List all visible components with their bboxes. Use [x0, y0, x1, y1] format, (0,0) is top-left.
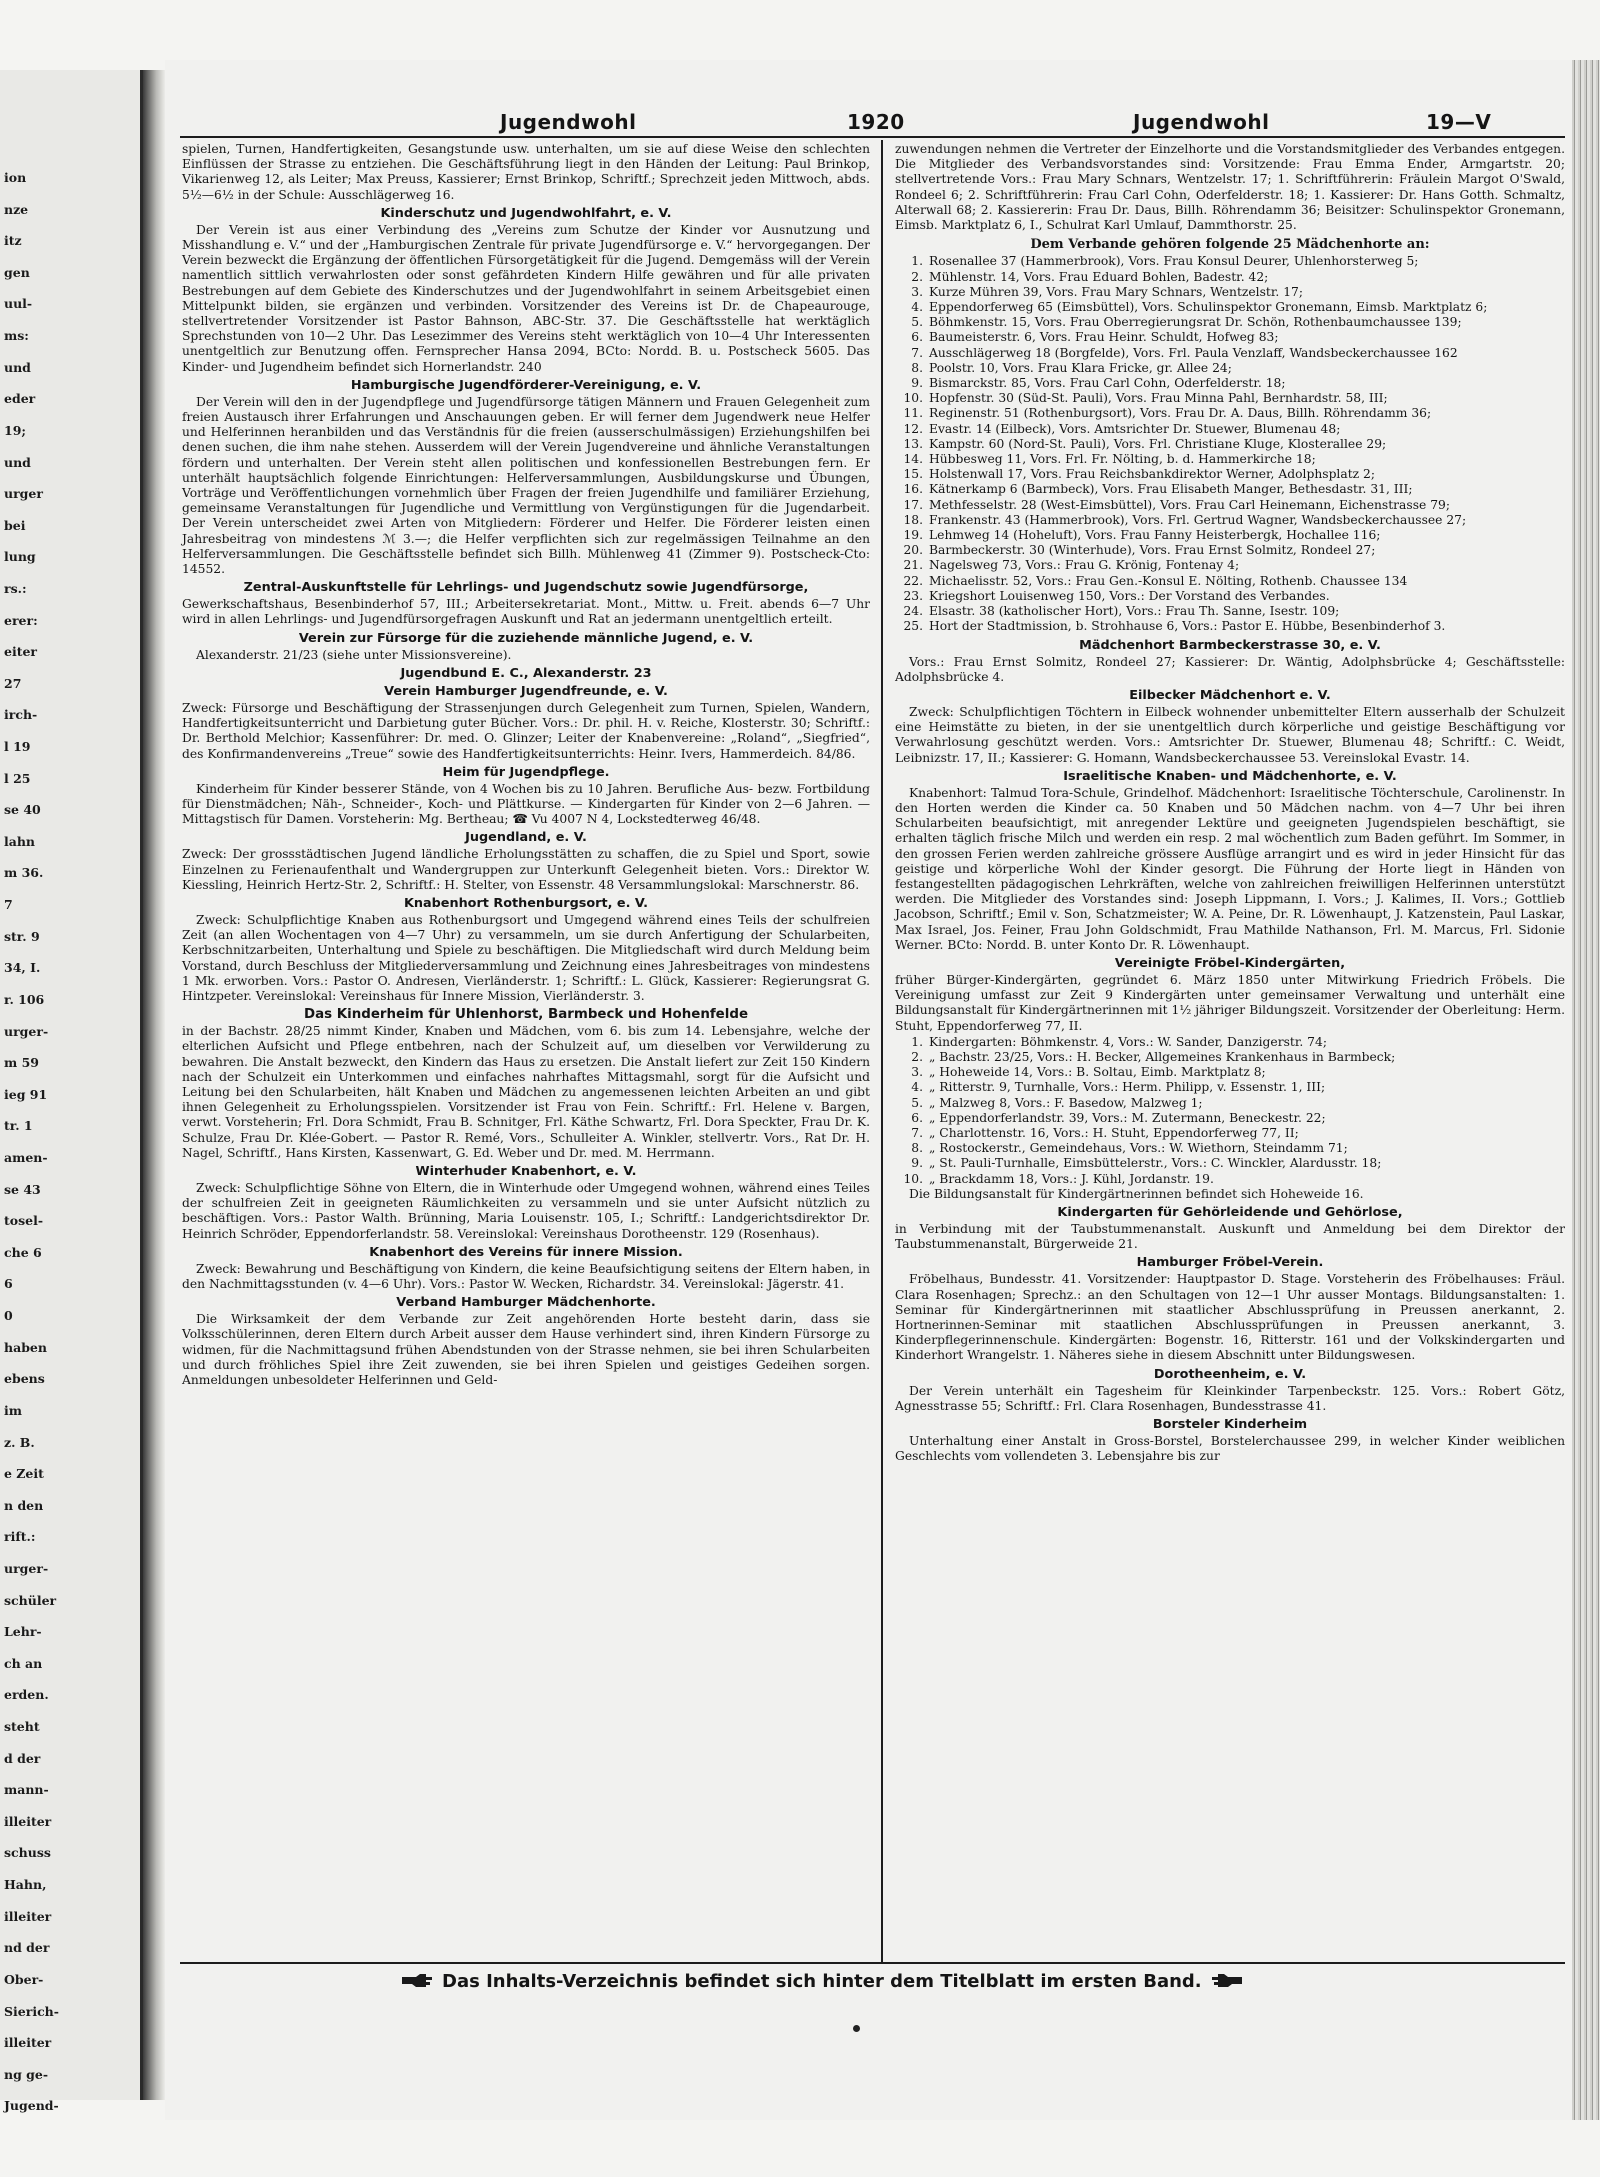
kindergarten-list-item	[895, 1126, 1565, 1141]
facing-page-fragment: ieg 91	[4, 1086, 48, 1102]
section-title: Dorotheenheim, e. V.	[1153, 1366, 1307, 1382]
left-intro: spielen, Turnen, Handfertigkeiten, Gesangstunde usw. unterhalten, um sie auf diese Weise den schlechten Einflüssen der Strasse zu entziehen. Die Geschäftsführung liegt in den Händen der Leitung: Paul Brinkop, Vikarienweg 12, als Leiter; Max Preuss, Kassierer; Ernst Brinkop, Schriftf.; Sprechzeit jeden Mittwoch, abds. 5½—6½ in der Schule: Ausschlägerweg 16.	[182, 142, 870, 202]
facing-page-fragment: r. 106	[4, 991, 45, 1007]
facing-page-fragment: ebens	[4, 1371, 45, 1387]
list-text: „ Bachstr. 23/25, Vors.: H. Becker, Allgemeines Krankenhaus in Barmbeck;	[929, 1049, 1396, 1064]
list-text: „ Rostockerstr., Gemeindehaus, Vors.: W. Wiethorn, Steindamm 71;	[929, 1141, 1348, 1156]
section-text: in der Bachstr. 28/25 nimmt Kinder, Knaben und Mädchen, vom 6. bis zum 14. Lebensjahre, welche der elterlichen Aufsicht und Pflege entbehren, nach der Schulzeit auf, um dieselben vor Verwilderung zu bewahren. Die Anstalt bezweckt, den Kindern das Haus zu ersetzen. Die Anstalt liefert zur Zeit 150 Kindern nach der Schulzeit ein Unterkommen und einfaches nahrhaftes Mittagsmahl, sorgt für die Aufsicht und Leitung bei den Schularbeiten, hält Knaben und Mädchen zu angemessenen leichten Arbeiten an und gibt ihnen Gelegenheit zu Erholungsspielen. Vorsitzender ist Frau von Fein. Schriftf.: Frl. Helene v. Bargen, verwt. Vorsteherin; Frl. Dora Schmidt, Frau B. Schnitger, Frl. Käthe Schwartz, Frl. Dora Speckter, Frau Dr. K. Schulze, Frau Dr. Klée-Gobert. — Pastor R. Remé, Vors., Schulleiter A. Winkler, stellvertr. Vors., Rat Dr. H. Nagel, Schriftf., Hans Kirsten, Kassenwart, G. Ed. Weber und Dr. med. M. Herrmann.	[182, 1024, 870, 1160]
footer-notice	[400, 1968, 1400, 1994]
facing-page-fragment: uul-	[4, 296, 33, 312]
section-text: Der Verein unterhält ein Tagesheim für Kleinkinder Tarpenbeckstr. 125. Vors.: Robert Götz, Agnesstrasse 55; Schriftf.: Frl. Clara Rosenhagen, Bundesstrasse 41.	[895, 1383, 1565, 1413]
facing-page-fragment: ch an	[4, 1655, 43, 1671]
facing-page-fragment: n den	[4, 1497, 44, 1513]
section-title: Jugendland, e. V.	[465, 830, 587, 846]
list-heading: Dem Verbande gehören folgende 25 Mädchenhorte an:	[1030, 237, 1430, 253]
facing-page-fragment: se 40	[4, 802, 41, 818]
section-title: Jugendbund E. C., Alexanderstr. 23	[400, 665, 652, 681]
facing-page-fragment: 19;	[4, 422, 27, 438]
list-number: 8.	[911, 1141, 923, 1156]
section-title: Hamburgische Jugendförderer-Vereinigung, e. V.	[350, 377, 702, 393]
section-title: Verein Hamburger Jugendfreunde, e. V.	[384, 683, 668, 699]
list-number: 9.	[911, 1156, 923, 1171]
section-title: Kinderschutz und Jugendwohlfahrt, e. V.	[380, 205, 672, 221]
facing-page-fragment: urger-	[4, 1560, 49, 1576]
kindergarten-list-item	[895, 1035, 1565, 1050]
section-title: Knabenhort Rothenburgsort, e. V.	[403, 895, 649, 911]
pointing-hand-right-icon	[400, 1973, 434, 1989]
list-number: 23.	[903, 588, 923, 603]
list-text: Rosenallee 37 (Hammerbrook), Vors. Frau Konsul Deurer, Uhlenhorsterweg 5;	[929, 254, 1419, 269]
section-title: Kindergarten für Gehörleidende und Gehörlose,	[1057, 1205, 1403, 1220]
kindergarten-list-item	[895, 1172, 1565, 1187]
list-text: Reginenstr. 51 (Rothenburgsort), Vors. Frau Dr. A. Daus, Billh. Röhrendamm 36;	[929, 406, 1432, 421]
facing-page-fragment: se 43	[4, 1181, 41, 1197]
kindergarten-list-item	[895, 1111, 1565, 1126]
list-number: 5.	[911, 315, 923, 330]
kindergarten-list-item	[895, 1050, 1565, 1065]
list-number: 6.	[911, 1110, 923, 1125]
hort-list-item	[895, 437, 1565, 452]
facing-page-fragment: ng ge-	[4, 2066, 49, 2082]
facing-page-fragment: mann-	[4, 1782, 49, 1798]
hort-list-item	[895, 558, 1565, 573]
facing-page-fragment: lahn	[4, 833, 36, 849]
facing-page-fragment: eiter	[4, 644, 38, 660]
facing-page-fragment: Sierich-	[4, 2003, 59, 2019]
facing-page-fragment: 27	[4, 675, 22, 691]
facing-page-fragment: lung	[4, 549, 36, 565]
facing-page-fragment: rs.:	[4, 580, 27, 596]
facing-page-fragment: str. 9	[4, 928, 40, 944]
section-text: Zweck: Schulpflichtigen Töchtern in Eilbeck wohnender unbemittelter Eltern ausserhalb der Schulzeit eine Heimstätte zu bieten, in der sie unentgeltlich durch körperliche und geistige Beschäftigung vor Verwahrlosung geschützt werden. Vors.: Amtsrichter Dr. Stuewer, Blumenau 48; Schriftf.: C. Weidt, Leibnizstr. 17, II.; Kassierer: G. Homann, Wandsbeckerchaussee 53. Vereinslokal Evastr. 14.	[895, 704, 1565, 765]
facing-page-fragment: illeiter	[4, 1813, 52, 1829]
facing-page-fragment: haben	[4, 1339, 47, 1355]
kindergarten-list-item	[895, 1156, 1565, 1171]
section-text: Zweck: Bewahrung und Beschäftigung von Kindern, die keine Beaufsichtigung seitens der Eltern haben, in den Nachmittagsstunden (v. 4—6 Uhr). Vors.: Pastor W. Wecken, Richardstr. 34. Vereinslokal: Jägerstr. 41.	[182, 1261, 870, 1291]
facing-page-fragment: steht	[4, 1719, 40, 1735]
section-text: Unterhaltung einer Anstalt in Gross-Borstel, Borstelerchaussee 299, in welcher Kinder weiblichen Geschlechts vom vollendeten 3. Lebensjahre bis zur	[895, 1434, 1565, 1464]
section-text: Vors.: Frau Ernst Solmitz, Rondeel 27; Kassierer: Dr. Wäntig, Adolphsbrücke 4; Geschäftsstelle: Adolphsbrücke 4.	[895, 654, 1565, 684]
hort-list-item	[895, 361, 1565, 376]
kindergarten-list-item	[895, 1065, 1565, 1080]
list-text: „ Ritterstr. 9, Turnhalle, Vors.: Herm. Philipp, v. Essenstr. 1, III;	[929, 1080, 1326, 1095]
list-number: 11.	[903, 406, 923, 421]
facing-page-fragment: che 6	[4, 1244, 42, 1260]
footer-text: Das Inhalts-Verzeichnis befindet sich hinter dem Titelblatt im ersten Band.	[442, 1970, 1202, 1992]
list-text: Kindergarten: Böhmkenstr. 4, Vors.: W. Sander, Danzigerstr. 74;	[929, 1034, 1327, 1049]
list-number: 12.	[903, 421, 923, 436]
section-text: früher Bürger-Kindergärten, gegründet 6. März 1850 unter Mitwirkung Friedrich Fröbels. Die Vereinigung umfasst zur Zeit 9 Kindergärten unter gemeinsamer Verwaltung und unterhält eine Bildungsanstalt für Kindergärtnerinnen mit 1½ jähriger Bildungszeit. Vorsitzender der Oberleitung: Herm. Stuht, Eppendorferweg 77, II.	[895, 972, 1565, 1033]
hort-list-item	[895, 285, 1565, 300]
footer-rule	[180, 1962, 1565, 1964]
list-text: Methfesselstr. 28 (West-Eimsbüttel), Vors. Frau Carl Heinemann, Eichenstrasse 79;	[929, 497, 1450, 512]
list-number: 7.	[911, 345, 923, 360]
book-gutter	[143, 70, 165, 2100]
section-text: Kinderheim für Kinder besserer Stände, von 4 Wochen bis zu 10 Jahren. Berufliche Aus- bezw. Fortbildung für Dienstmädchen; Näh-, Schneider-, Koch- und Plättkurse. — Kindergarten für Kinder von 2—6 Jahren. — Mittagstisch für Damen. Vorsteherin: Mg. Bertheau; ☎ Vu 4007 N 4, Lockstedterweg 46/48.	[182, 781, 870, 827]
list-number: 2.	[911, 1049, 923, 1064]
list-text: Ausschlägerweg 18 (Borgfelde), Vors. Frl. Paula Venzlaff, Wandsbeckerchaussee 162	[929, 345, 1458, 360]
list-text: Kriegshort Louisenweg 150, Vors.: Der Vorstand des Verbandes.	[929, 588, 1330, 603]
facing-page-fragment: 0	[4, 1308, 13, 1324]
list-text: Evastr. 14 (Eilbeck), Vors. Amtsrichter Dr. Stuewer, Blumenau 48;	[929, 421, 1341, 436]
facing-page-fragment: m 36.	[4, 865, 44, 881]
hort-list-item	[895, 482, 1565, 497]
list-number: 21.	[903, 558, 923, 573]
list-number: 5.	[911, 1095, 923, 1110]
hort-list-item	[895, 604, 1565, 619]
list-number: 8.	[911, 360, 923, 375]
section-title: Verband Hamburger Mädchenhorte.	[396, 1295, 656, 1311]
facing-page-fragment: Ober-	[4, 1971, 44, 1987]
list-number: 2.	[911, 269, 923, 284]
section-title: Verein zur Fürsorge für die zuziehende männliche Jugend, e. V.	[298, 630, 754, 646]
hort-list-item	[895, 300, 1565, 315]
section-title: Heim für Jugendpflege.	[442, 764, 610, 780]
section-text: Zweck: Schulpflichtige Knaben aus Rothenburgsort und Umgegend während eines Teils der schulfreien Zeit (an allen Wochentagen von 4—7 Uhr) zu versammeln, um sie durch Anfertigung der Schularbeiten, Kerbschnitzarbeiten, Unterhaltung und Spiele zu beschäftigen. Die Mitgliedschaft wird durch Meldung beim Vorstand, durch Beschluss der Mitgliederversammlung und Zeichnung eines Jahresbeitrages von mindestens 1 Mk. erworben. Vors.: Pastor O. Andresen, Vierländerstr. 1; Schriftf.: L. Glück, Kassierer: Regierungsrat G. Hintzpeter. Vereinslokal: Vereinshaus für Innere Mission, Vierländerstr. 3.	[182, 912, 870, 1003]
list-number: 25.	[903, 619, 923, 634]
facing-page-fragment: ms:	[4, 328, 29, 344]
header-right-title: Jugendwohl	[1133, 110, 1270, 134]
list-text: Kurze Mühren 39, Vors. Frau Mary Schnars, Wentzelstr. 17;	[929, 284, 1303, 299]
section-text: Der Verein ist aus einer Verbindung des „Vereins zum Schutze der Kinder vor Ausnutzung und Misshandlung e. V.“ und der „Hamburgischen Zentrale für private Jugendfürsorge e. V.“ hervorgegangen. Der Verein bezweckt die Ergänzung der öffentlichen Fürsorgetätigkeit für die Jugend. Demgemäss will der Verein namentlich sittlich verwahrlosten oder sonst gefährdeten Kindern Hilfe gewähren und für alle privaten Bestrebungen auf dem Gebiete des Kinderschutzes und der Jugendwohlfahrt in seinem Arbeitsgebiet einen Mittelpunkt bilden, sie ergänzen und verbinden. Vorsitzender des Vereins ist Dr. de Chapeaurouge, stellvertretender Vorsitzender ist Pastor Bahnson, ABC-Str. 37. Die Geschäftsstelle hat werktäglich Sprechstunden von 10—2 Uhr. Das Lesezimmer des Vereins steht werktäglich von 10—4 Uhr Interessenten unentgeltlich zur Benutzung offen. Fernsprecher Hansa 2094, BCto: Nordd. B. u. Postscheck 5605. Das Kinder- und Jugendheim befindet sich Hornerlandstr. 240	[182, 222, 870, 374]
facing-page-fragment: 6	[4, 1276, 13, 1292]
facing-page-fragment: urger-	[4, 1023, 49, 1039]
maedchenhorte-list	[895, 254, 1565, 634]
left-column	[182, 142, 870, 1962]
list-number: 7.	[911, 1125, 923, 1140]
facing-page-fragment: Jugend-	[4, 2098, 59, 2114]
hort-list-item	[895, 315, 1565, 330]
header-left-title: Jugendwohl	[500, 110, 637, 134]
hort-list-item	[895, 574, 1565, 589]
list-text: „ St. Pauli-Turnhalle, Eimsbüttelerstr., Vors.: C. Winckler, Alardusstr. 18;	[929, 1156, 1382, 1171]
facing-page-fragment: l 19	[4, 739, 31, 755]
facing-page-fragment: erden.	[4, 1687, 49, 1703]
pointing-hand-left-icon	[1210, 1973, 1244, 1989]
hort-list-item	[895, 452, 1565, 467]
facing-page-edge	[0, 70, 143, 2114]
hort-list-item	[895, 513, 1565, 528]
list-number: 15.	[903, 467, 923, 482]
list-text: „ Eppendorferlandstr. 39, Vors.: M. Zutermann, Beneckestr. 22;	[929, 1110, 1326, 1125]
section-text: Zweck: Schulpflichtige Söhne von Eltern, die in Winterhude oder Umgegend wohnen, während eines Teiles der schulfreien Zeit in geeigneten Räumlichkeiten zu versammeln und sie unter Aufsicht nützlich zu beschäftigen. Vors.: Pastor Walth. Brünning, Maria Louisenstr. 105, I.; Schriftf.: Landgerichtsdirektor Dr. Heinrich Schröder, Eppendorferlandstr. 58. Vereinslokal: Vereinshaus Dorotheenstr. 129 (Rosenhaus).	[182, 1180, 870, 1241]
column-divider	[881, 140, 883, 1962]
list-text: Hort der Stadtmission, b. Strohhause 6, Vors.: Pastor E. Hübbe, Besenbinderhof 3.	[929, 619, 1446, 634]
list-text: „ Charlottenstr. 16, Vors.: H. Stuht, Eppendorferweg 77, II;	[929, 1125, 1299, 1140]
facing-page-fragment: ion	[4, 170, 27, 185]
list-number: 3.	[911, 1065, 923, 1080]
section-title: Israelitische Knaben- und Mädchenhorte, e. V.	[1063, 768, 1397, 784]
facing-page-fragment: nd der	[4, 1940, 50, 1956]
header-page-mark: 19—V	[1426, 110, 1492, 134]
facing-page-fragment: irch-	[4, 707, 38, 723]
list-number: 6.	[911, 330, 923, 345]
facing-page-fragment: rift.:	[4, 1529, 36, 1545]
list-text: Nagelsweg 73, Vors.: Frau G. Krönig, Fontenay 4;	[929, 558, 1240, 573]
list-text: Hopfenstr. 30 (Süd-St. Pauli), Vors. Frau Minna Pahl, Bernhardstr. 58, III;	[929, 391, 1388, 406]
section-text: Knabenhort: Talmud Tora-Schule, Grindelhof. Mädchenhort: Israelitische Töchterschule, Carolinenstr. In den Horten werden die Kinder ca. 50 Knaben und 50 Mädchen nachm. von 4—7 Uhr bei ihren Schularbeiten beaufsichtigt, mit anregender Lektüre und geeigneten Jugendspielen beschäftigt, sie erhalten täglich frische Milch und werden ein resp. 2 mal wöchentlich zum Baden geführt. Im Sommer, in den grossen Ferien werden zahlreiche grössere Ausflüge arrangirt und es wird in jeder Hinsicht für das geistige und körperliche Wohl der Kinder gesorgt. Die Führung der Horte liegt in Händen von festangestellten pädagogischen Lehrkräften, welche von zahlreichen freiwilligen Helferinnen unterstützt werden. Die Mitglieder des Vorstandes sind: Joseph Lippmann, I. Vors.; J. Kalimes, II. Vors.; Gottlieb Jacobson, Schriftf.; Emil v. Son, Schatzmeister; W. A. Peine, Dr. R. Löwenhaupt, J. Katzenstein, Paul Laskar, Max Israel, Jos. Feiner, Frau John Goldschmidt, Frau Mathilde Nathanson, Frl. M. Marcus, Frl. Sidonie Werner. BCto: Nordd. B. unter Konto Dr. R. Löwenhaupt.	[895, 785, 1565, 952]
section-title: Hamburger Fröbel-Verein.	[1136, 1255, 1324, 1271]
hort-list-item	[895, 346, 1565, 361]
facing-page-fragment: erer:	[4, 612, 38, 628]
list-text: Holstenwall 17, Vors. Frau Reichsbankdirektor Werner, Adolphsplatz 2;	[929, 467, 1375, 482]
facing-page-fragment: d der	[4, 1750, 41, 1766]
list-number: 16.	[903, 482, 923, 497]
facing-page-fragment: itz	[4, 233, 22, 249]
list-number: 20.	[903, 543, 923, 558]
section-title: Vereinigte Fröbel-Kindergärten,	[1114, 955, 1346, 971]
facing-page-fragment: gen	[4, 264, 30, 280]
section-text: Die Wirksamkeit der dem Verbande zur Zeit angehörenden Horte besteht darin, dass sie Volksschülerinnen, deren Eltern durch Arbeit ausser dem Hause verhindert sind, ihren Kindern Fürsorge zu widmen, für die Nachmittagsund frühen Abendstunden von der Strasse nehmen, sie bei ihren Schularbeiten und durch fröhliches Spiel ihre Zeit zuwenden, sie bei ihren Spielen und geistiges Gedeihen sorgen. Anmeldungen unbesoldeter Helferinnen und Geld-	[182, 1312, 870, 1387]
kindergarten-list	[895, 1035, 1565, 1187]
hort-list-item	[895, 467, 1565, 482]
list-text: Bismarckstr. 85, Vors. Frau Carl Cohn, Oderfelderstr. 18;	[929, 376, 1286, 391]
right-intro: zuwendungen nehmen die Vertreter der Einzelhorte und die Vorstandsmitglieder des Verbandes entgegen. Die Mitglieder des Verbandsvorstandes sind: Vorsitzende: Frau Emma Ender, Armgartstr. 20; stellvertretende Vors.: Frau Mary Schnars, Wentzelstr. 17; 1. Schriftführerin: Fräulein Margot O'Swald, Rondeel 6; 2. Schriftführerin: Frau Carl Cohn, Oderfelderstr. 18; 1. Kassierer: Dr. Hans Gotth. Schmaltz, Alterwall 68; 2. Kassiererin: Frau Dr. Daus, Billh. Röhrendamm 36; Beisitzer: Schulinspektor Gronemann, Eimsb. Marktplatz 6, I., Schulrat Karl Umlauf, Dammthorstr. 25.	[895, 142, 1565, 233]
facing-page-fragment: urger	[4, 486, 43, 502]
facing-page-fragment: Hahn,	[4, 1877, 47, 1893]
list-text: „ Hoheweide 14, Vors.: B. Soltau, Eimb. Marktplatz 8;	[929, 1065, 1266, 1080]
section-text: Der Verein will den in der Jugendpflege und Jugendfürsorge tätigen Männern und Frauen Gelegenheit zum freien Austausch ihrer Erfahrungen und Anschauungen geben. Er will ferner dem Jugendwerk neue Helfer und Helferinnen heranbilden und das Verständnis für die freien (ausserschulmässigen) Erziehungshilfen bei denen suchen, die ihm nahe stehen. Ausserdem will der Verein Jugendvereine und ähnliche Veranstaltungen fördern und unterhalten. Der Verein steht allen politischen und konfessionellen Bestrebungen fern. Er unterhält hauptsächlich folgende Einrichtungen: Helferversammlungen, Ausbildungskurse und Übungen, Vorträge und Veröffentlichungen vornehmlich über Fragen der freien Jugendhilfe und familiärer Erziehung, gemeinsame Veranstaltungen für Jugendliche und Vermittlung von Vergünstigungen für die Jugendarbeit. Der Verein unterscheidet zwei Arten von Mitgliedern: Förderer und Helfer. Die Förderer leisten einen Jahresbeitrag von mindestens ℳ 3.—; die Helfer verpflichten sich zur regelmässigen Teilnahme an den Helferversammlungen. Die Geschäftsstelle befindet sich Billh. Mühlenweg 41 (Zimmer 9). Postscheck-Cto: 14552.	[182, 394, 870, 577]
list-number: 10.	[903, 1171, 923, 1186]
facing-page-fragment: illeiter	[4, 1908, 52, 1924]
facing-page-fragment: und	[4, 454, 31, 470]
section-title: Zentral-Auskunftstelle für Lehrlings- und Jugendschutz sowie Jugendfürsorge,	[243, 580, 809, 596]
section-title: Winterhuder Knabenhort, e. V.	[415, 1163, 637, 1179]
section-text: Fröbelhaus, Bundesstr. 41. Vorsitzender: Hauptpastor D. Stage. Vorsteherin des Fröbelhauses: Fräul. Clara Rosenhagen; Sprechz.: an den Schultagen von 12—1 Uhr ausser Montags. Bildungsanstalten: 1. Seminar für Kindergärtnerinnen mit staatlicher Abschlussprüfung in Preussen anerkannt, 2. Hortnerinnen-Seminar mit staatlichen Abschlussprüfungen in Preussen anerkannt, 3. Kinderpflegerinnenschule. Kindergärten: Bogenstr. 16, Ritterstr. 161 und der Volkskindergarten und Kinderhort Wrangelstr. 1. Näheres siehe in diesem Abschnitt unter Bildungswesen.	[895, 1272, 1565, 1363]
facing-page-fragment: e Zeit	[4, 1466, 44, 1482]
list-number: 4.	[911, 300, 923, 315]
facing-page-fragment: nze	[4, 201, 29, 217]
list-text: Barmbeckerstr. 30 (Winterhude), Vors. Frau Ernst Solmitz, Rondeel 27;	[929, 543, 1376, 558]
hort-list-item	[895, 270, 1565, 285]
facing-page-fragment: 34, I.	[4, 960, 41, 976]
list-number: 9.	[911, 376, 923, 391]
list-text: Baumeisterstr. 6, Vors. Frau Heinr. Schuldt, Hofweg 83;	[929, 330, 1279, 345]
section-title: Das Kinderheim für Uhlenhorst, Barmbeck und Hohenfelde	[303, 1007, 749, 1023]
list-number: 24.	[903, 604, 923, 619]
hort-list-item	[895, 422, 1565, 437]
facing-page-fragment: tosel-	[4, 1213, 44, 1229]
facing-page-fragment: eder	[4, 391, 36, 407]
ink-dot	[853, 2025, 860, 2032]
list-text: Eppendorferweg 65 (Eimsbüttel), Vors. Schulinspektor Gronemann, Eimsb. Marktplatz 6;	[929, 300, 1488, 315]
header-year: 1920	[847, 110, 905, 134]
list-text: Mühlenstr. 14, Vors. Frau Eduard Bohlen, Badestr. 42;	[929, 269, 1269, 284]
facing-page-fragment: tr. 1	[4, 1118, 33, 1134]
list-text: „ Brackdamm 18, Vors.: J. Kühl, Jordanstr. 19.	[929, 1171, 1214, 1186]
header-rule	[180, 136, 1565, 138]
facing-page-fragment: 7	[4, 897, 13, 913]
facing-page-fragment: und	[4, 359, 31, 375]
list-text: „ Malzweg 8, Vors.: F. Basedow, Malzweg 1;	[929, 1095, 1203, 1110]
hort-list-item	[895, 330, 1565, 345]
list-text: Frankenstr. 43 (Hammerbrook), Vors. Frl. Gertrud Wagner, Wandsbeckerchaussee 27;	[929, 512, 1467, 527]
list-text: Kätnerkamp 6 (Barmbeck), Vors. Frau Elisabeth Manger, Bethesdastr. 31, III;	[929, 482, 1413, 497]
hort-list-item	[895, 589, 1565, 604]
facing-page-fragment: Lehr-	[4, 1624, 42, 1640]
list-text: Hübbesweg 11, Vors. Frl. Fr. Nölting, b. d. Hammerkirche 18;	[929, 452, 1316, 467]
list-text: Michaelisstr. 52, Vors.: Frau Gen.-Konsul E. Nölting, Rothenb. Chaussee 134	[929, 573, 1408, 588]
section-text: Gewerkschaftshaus, Besenbinderhof 57, III.; Arbeitersekretariat. Mont., Mittw. u. Freit. abends 6—7 Uhr wird in allen Lehrlings- und Jugendfürsorgefragen Auskunft und Rat an jedermann unentgeltlich erteilt.	[182, 597, 870, 627]
hort-list-item	[895, 376, 1565, 391]
section-title: Borsteler Kinderheim	[1152, 1417, 1308, 1433]
list-text: Poolstr. 10, Vors. Frau Klara Fricke, gr. Allee 24;	[929, 360, 1232, 375]
list-number: 13.	[903, 436, 923, 451]
hort-list-item	[895, 498, 1565, 513]
hort-list-item	[895, 543, 1565, 558]
list-text: Kampstr. 60 (Nord-St. Pauli), Vors. Frl. Christiane Kluge, Klosterallee 29;	[929, 436, 1387, 451]
section-title: Eilbecker Mädchenhort e. V.	[1129, 687, 1331, 703]
list-number: 19.	[903, 528, 923, 543]
facing-page-fragment: m 59	[4, 1055, 39, 1071]
facing-page-fragment: schuss	[4, 1845, 51, 1861]
facing-page-fragment: im	[4, 1402, 22, 1418]
list-number: 18.	[903, 512, 923, 527]
list-number: 17.	[903, 497, 923, 512]
hort-list-item	[895, 391, 1565, 406]
hort-list-item	[895, 528, 1565, 543]
facing-page-fragment: bei	[4, 517, 26, 533]
section-text: Alexanderstr. 21/23 (siehe unter Missionsvereine).	[196, 647, 512, 662]
list-number: 4.	[911, 1080, 923, 1095]
page-stack-edge	[1572, 60, 1600, 2120]
list-number: 3.	[911, 284, 923, 299]
section-title: Knabenhort des Vereins für innere Mission.	[369, 1244, 683, 1260]
kindergarten-list-item	[895, 1141, 1565, 1156]
section-text: Zweck: Der grossstädtischen Jugend ländliche Erholungsstätten zu schaffen, die zu Spiel und Sport, sowie Einzelnen zu Ferienaufenthalt und Wandergruppen zur Unterkunft Gelegenheit bieten. Vors.: Direktor W. Kiessling, Heinrich Hertz-Str. 2, Schriftf.: H. Stelter, von Essenstr. 48 Versammlungslokal: Marschnerstr. 86.	[182, 847, 870, 892]
facing-page-fragment: schüler	[4, 1592, 57, 1608]
section-title: Mädchenhort Barmbeckerstrasse 30, e. V.	[1079, 637, 1381, 653]
section-text: in Verbindung mit der Taubstummenanstalt. Auskunft und Anmeldung bei dem Direktor der Taubstummenanstalt, Bürgerweide 21.	[895, 1222, 1565, 1252]
right-column	[895, 142, 1565, 1962]
list-text: Elsastr. 38 (katholischer Hort), Vors.: Frau Th. Sanne, Isestr. 109;	[929, 604, 1340, 619]
section-text: Die Bildungsanstalt für Kindergärtnerinnen befindet sich Hoheweide 16.	[909, 1186, 1364, 1201]
list-number: 1.	[911, 1034, 923, 1049]
facing-page-fragment: illeiter	[4, 2035, 52, 2051]
list-text: Böhmkenstr. 15, Vors. Frau Oberregierungsrat Dr. Schön, Rothenbaumchaussee 139;	[929, 315, 1462, 330]
section-text: Zweck: Fürsorge und Beschäftigung der Strassenjungen durch Gelegenheit zum Turnen, Spielen, Wandern, Handfertigkeitsunterricht und Darbietung guter Bücher. Vors.: Dr. phil. H. v. Reiche, Klosterstr. 30; Schriftf.: Dr. Berthold Melchior; Kassenführer: Dr. med. O. Glinzer; Leiter der Knabenvereine: „Roland“, „Siegfried“, des Konfirmandenvereins „Treue“ sowie des Handfertigkeitsunterrichts: Heinr. Ivers, Hammerdeich. 84/86.	[182, 700, 870, 761]
kindergarten-list-item	[895, 1096, 1565, 1111]
hort-list-item	[895, 254, 1565, 269]
list-number: 14.	[903, 452, 923, 467]
kindergarten-list-item	[895, 1080, 1565, 1095]
list-number: 22.	[903, 573, 923, 588]
list-text: Lehmweg 14 (Hoheluft), Vors. Frau Fanny Heisterbergk, Hochallee 116;	[929, 528, 1381, 543]
facing-page-fragment: amen-	[4, 1150, 48, 1165]
hort-list-item	[895, 406, 1565, 421]
facing-page-fragment: z. B.	[4, 1434, 35, 1450]
list-number: 1.	[911, 254, 923, 269]
list-number: 10.	[903, 391, 923, 406]
hort-list-item	[895, 619, 1565, 634]
facing-page-fragment: l 25	[4, 770, 31, 786]
